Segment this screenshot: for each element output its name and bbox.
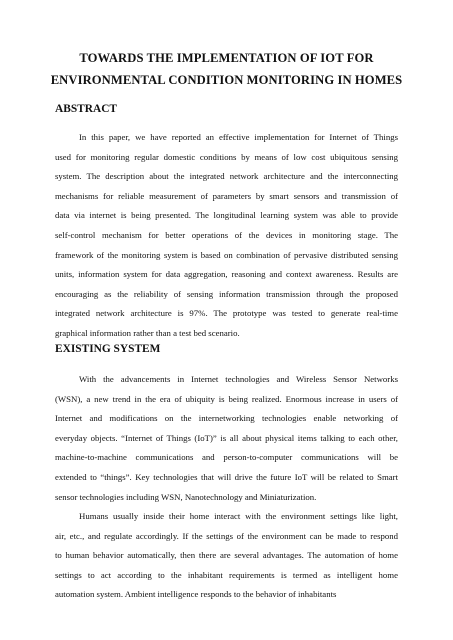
- text-line: air, etc., and regulate accordingly. If the settings of the environment can be made to respond: [55, 530, 398, 541]
- text-line: With the advancements in Internet technologies and Wireless Sensor Networks: [79, 374, 398, 384]
- abstract-paragraph: [55, 128, 398, 344]
- paper-title-line-1: TOWARDS THE IMPLEMENTATION OF IOT FOR: [79, 51, 374, 65]
- existing-system-paragraph-1: [55, 370, 398, 507]
- text-line: system. The description about the integrated network architecture and the interconnecting: [55, 171, 398, 182]
- text-line: to human behavior automatically, then there are several advantages. The automation of home: [55, 550, 398, 561]
- text-line: automation system. Ambient intelligence responds to the behavior of inhabitants: [55, 589, 337, 600]
- text-line: encouraging as the reliability of sensing information transmission through the proposed: [55, 288, 398, 299]
- text-line: (WSN), a new trend in the era of ubiquity is being realized. Enormous increase in users of: [55, 393, 398, 404]
- existing-system-paragraph-2: [55, 507, 398, 605]
- text-line: data via internet is being presented. The longitudinal learning system was able to provide: [55, 210, 398, 221]
- text-line: mechanisms for reliable measurement of parameters by smart sensors and transmission of: [55, 190, 398, 201]
- text-line: In this paper, we have reported an effective implementation for Internet of Things: [79, 132, 398, 142]
- section-heading-abstract: ABSTRACT: [55, 103, 118, 115]
- section-heading-existing-system: EXISTING SYSTEM: [55, 343, 161, 355]
- text-line: integrated network architecture is 97%. The prototype was tested to generate real-time: [55, 308, 398, 319]
- text-line: units, information system for data aggregation, reasoning and context awareness. Results are: [55, 269, 398, 280]
- text-line: extended to “things”. Key technologies that will drive the future IoT will be related to Smart: [55, 471, 398, 482]
- text-line: everyday objects. “Internet of Things (IoT)” is all about physical items talking to each other,: [55, 432, 398, 443]
- text-line: sensor technologies including WSN, Nanotechnology and Miniaturization.: [55, 491, 317, 502]
- text-line: used for monitoring regular domestic conditions by means of low cost ubiquitous sensing: [55, 151, 398, 162]
- text-line: self-control mechanism for better operations of the devices in monitoring stage. The: [55, 229, 398, 240]
- text-line: Internet and modifications on the internetworking technologies enable networking of: [55, 413, 398, 424]
- text-line: settings to act according to the inhabitant requirements is termed as intelligent home: [55, 569, 398, 580]
- text-line: graphical information rather than a test bed scenario.: [55, 327, 240, 338]
- text-line: machine-to-machine communications and person-to-computer communications will be: [55, 452, 398, 463]
- text-line: framework of the monitoring system is based on combination of pervasive distributed sensing: [55, 249, 398, 260]
- paper-title-line-2: ENVIRONMENTAL CONDITION MONITORING IN HOMES: [50, 73, 403, 87]
- text-line: Humans usually inside their home interact with the environment settings like light,: [79, 511, 398, 521]
